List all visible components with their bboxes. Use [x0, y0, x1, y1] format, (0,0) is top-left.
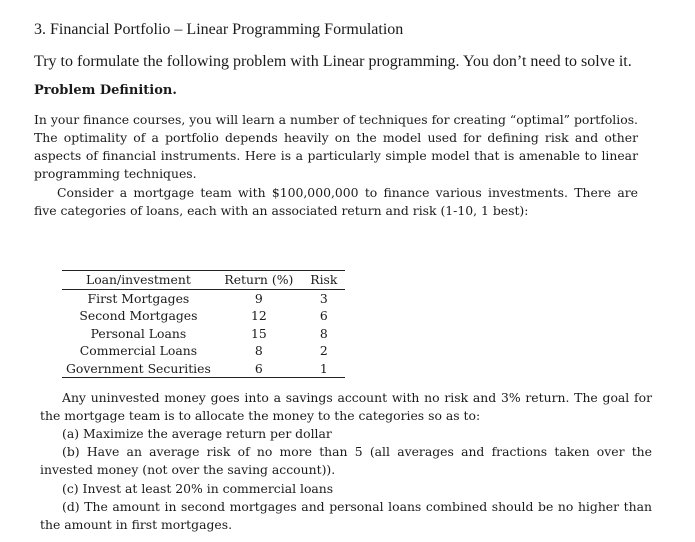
column-header-risk: Risk — [310, 272, 338, 287]
cell-return: 8 — [254, 343, 263, 358]
paragraph-savings-goal: Any uninvested money goes into a savings account with no risk and 3% return. The goal for the mortgage team is to allocate the money to the categories so as to: — [40, 390, 652, 423]
table-row — [62, 289, 345, 307]
cell-loan-name: Second Mortgages — [79, 308, 198, 323]
goal-item-b: (b) Have an average risk of no more than 5 (all averages and fractions taken over the invested money (not over the saving account)). — [40, 444, 652, 477]
paragraph-finance-intro: In your finance courses, you will learn a number of techniques for creating “optimal” portfolios. The optimality of a portfolio depends heavily on the model used for defining risk and other aspects of financial instruments. Here is a particularly simple model that is amenable to linear programming techniques. — [34, 112, 638, 181]
column-header-loan: Loan/investment — [85, 272, 191, 287]
cell-return: 6 — [254, 360, 263, 376]
cell-return: 15 — [250, 325, 267, 341]
paragraph-mortgage-team: Consider a mortgage team with $100,000,000 to finance various investments. There are five categories of loans, each with an associated return and risk (1-10, 1 best): — [34, 185, 638, 218]
cell-loan-name: First Mortgages — [87, 290, 190, 306]
column-header-return: Return (%) — [224, 272, 294, 287]
table-row — [62, 342, 345, 360]
table-row — [62, 325, 345, 343]
cell-loan-name: Government Securities — [66, 360, 211, 376]
cell-risk: 6 — [319, 308, 328, 323]
table-row — [62, 360, 345, 378]
cell-risk: 8 — [319, 325, 328, 341]
table-row — [62, 307, 345, 325]
goal-item-d: (d) The amount in second mortgages and personal loans combined should be no higher than the amount in first mortgages. — [40, 499, 652, 532]
cell-risk: 3 — [319, 290, 328, 306]
problem-definition-label: Problem Definition. — [34, 83, 177, 98]
cell-loan-name: Commercial Loans — [79, 343, 198, 358]
intro-instruction: Try to formulate the following problem with Linear programming. You don’t need to solve it. — [34, 53, 632, 70]
cell-risk: 2 — [319, 343, 328, 358]
goal-item-a: (a) Maximize the average return per dollar — [62, 426, 332, 441]
cell-return: 12 — [250, 308, 267, 323]
loan-table — [62, 270, 345, 378]
cell-return: 9 — [254, 290, 263, 306]
table-header-row — [62, 271, 345, 290]
cell-risk: 1 — [319, 360, 328, 376]
section-heading: 3. Financial Portfolio – Linear Programming Formulation — [34, 21, 404, 38]
cell-loan-name: Personal Loans — [90, 325, 187, 341]
goal-item-c: (c) Invest at least 20% in commercial loans — [62, 481, 334, 496]
